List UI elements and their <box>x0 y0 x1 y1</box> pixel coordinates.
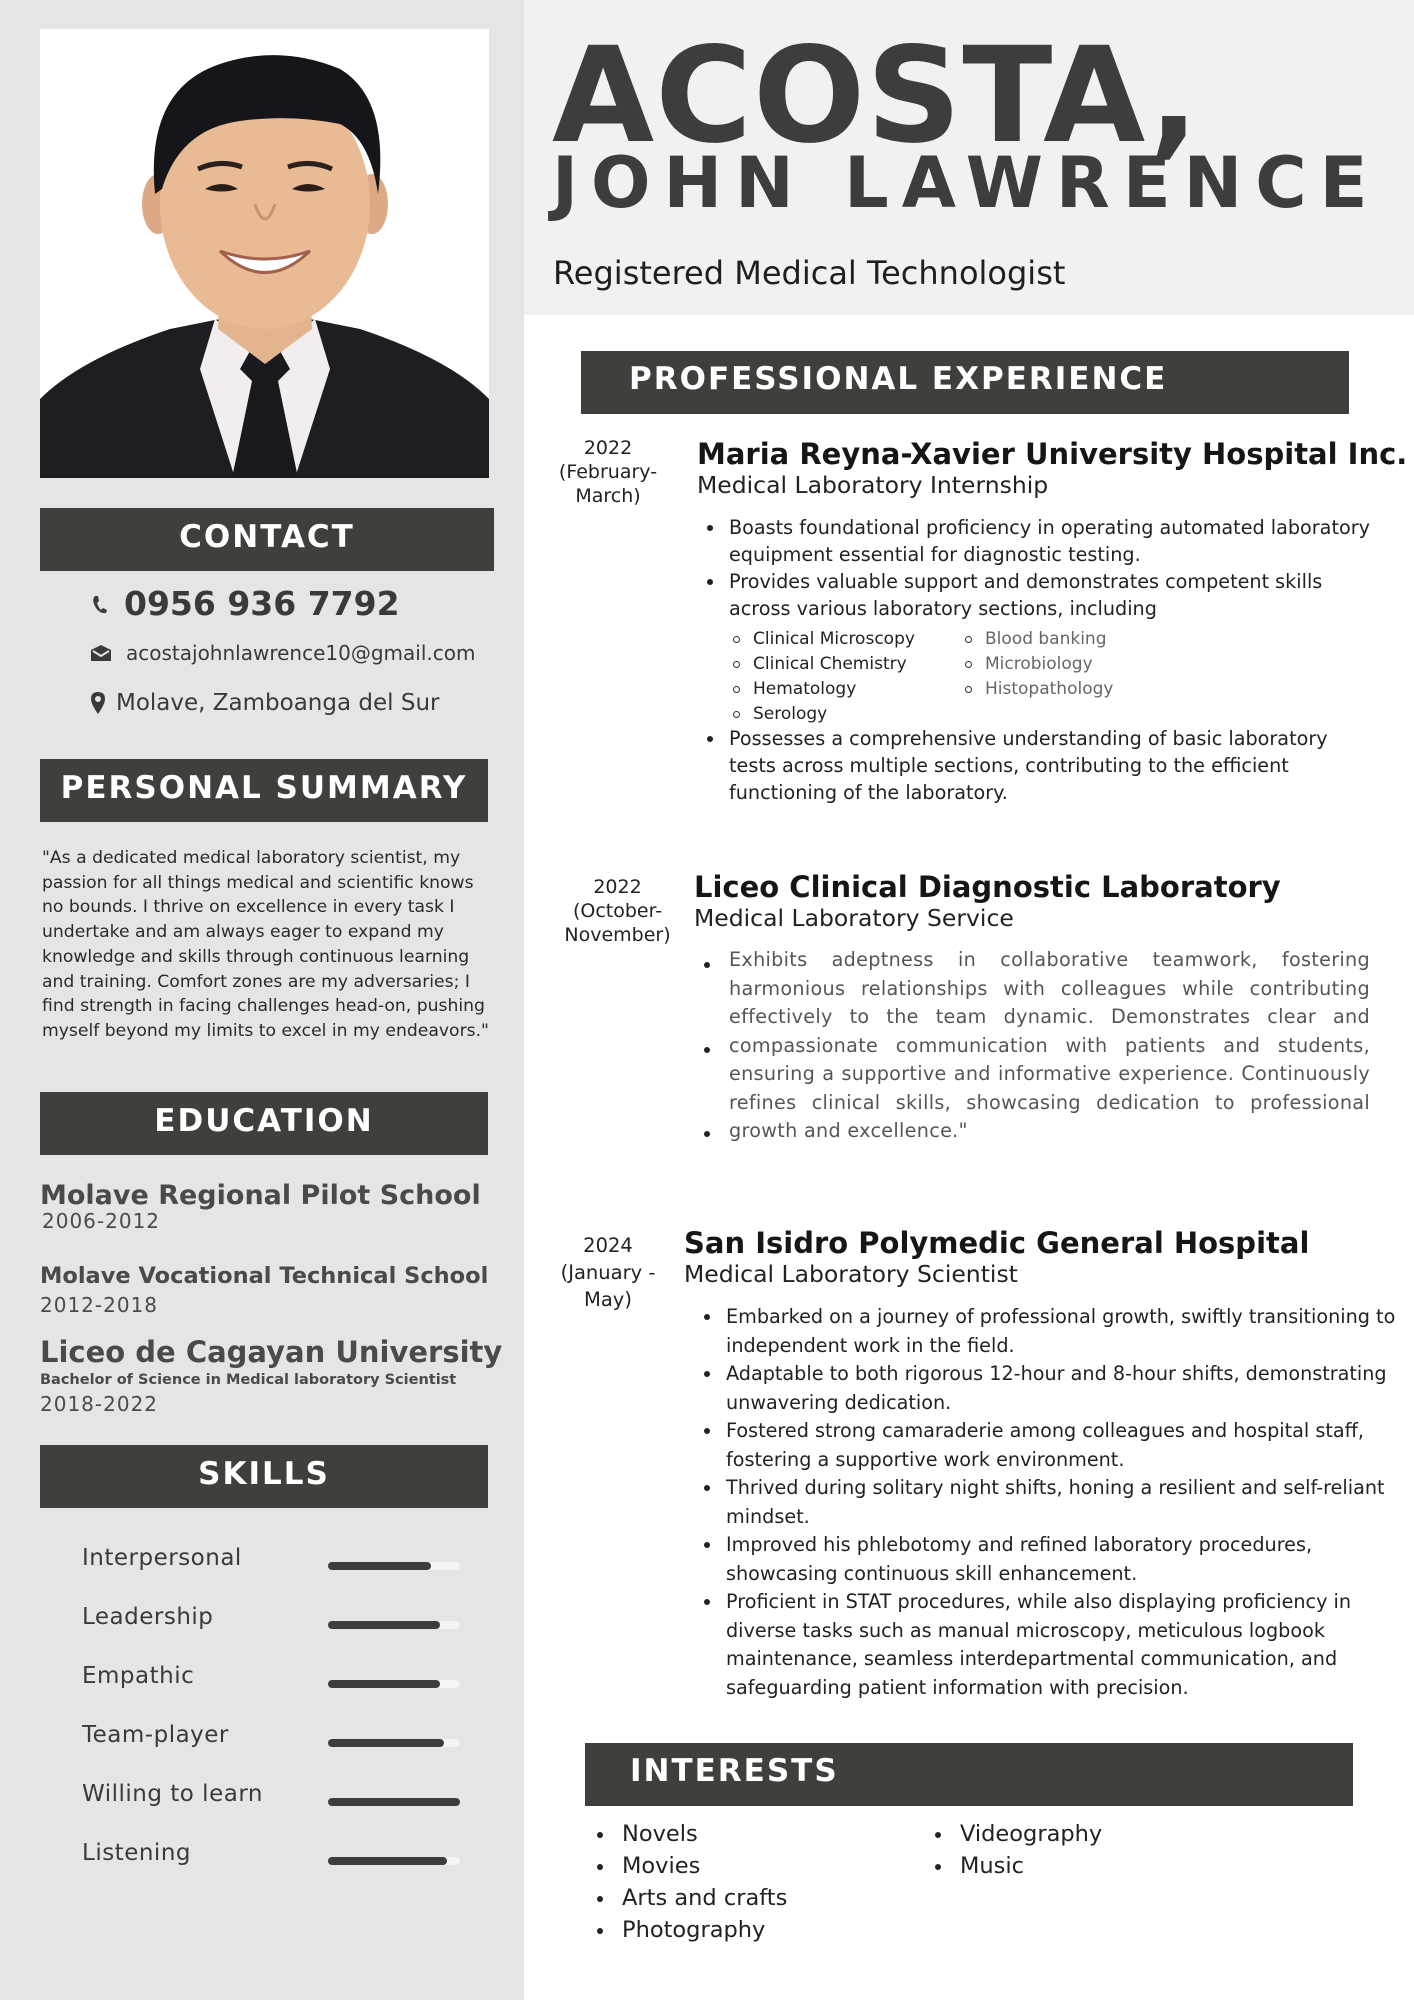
experience-heading: PROFESSIONAL EXPERIENCE <box>581 351 1349 414</box>
phone-number: 0956 936 7792 <box>124 584 400 623</box>
education-degree: Bachelor of Science in Medical laboratory Scientist <box>40 1372 457 1388</box>
experience-bullets <box>729 725 1379 806</box>
skill-name: Listening <box>82 1840 191 1866</box>
education-school: Liceo de Cagayan University <box>40 1335 503 1369</box>
experience-bullet-markers <box>702 945 722 1145</box>
lab-section-item: Clinical Microscopy <box>753 627 915 652</box>
skill-level-fill <box>328 1798 460 1806</box>
experience-bullet: Boasts foundational proficiency in operating automated laboratory equipment essential for diagnostic testing. <box>729 516 1370 566</box>
bullet-dot <box>704 962 710 968</box>
bullet-dot <box>704 1131 710 1137</box>
phone-icon <box>90 592 108 616</box>
email-address: acostajohnlawrence10@gmail.com <box>126 641 476 665</box>
experience-bullets <box>729 514 1371 622</box>
skill-level-fill <box>328 1857 447 1865</box>
lab-section-item: Serology <box>753 702 915 727</box>
lab-section-item: Blood banking <box>985 627 1113 652</box>
lab-sections-left <box>753 627 915 727</box>
profile-photo <box>40 29 489 478</box>
experience-role: Medical Laboratory Internship <box>697 471 1049 499</box>
skill-name: Interpersonal <box>82 1545 242 1571</box>
skill-level-track <box>328 1857 460 1865</box>
lab-section-item: Hematology <box>753 677 915 702</box>
interest-item: Music <box>960 1850 1102 1882</box>
skill-level-track <box>328 1680 460 1688</box>
interest-item: Movies <box>622 1850 787 1882</box>
lab-section-item: Histopathology <box>985 677 1113 702</box>
lab-sections-right <box>985 627 1113 702</box>
education-years: 2006-2012 <box>42 1209 161 1233</box>
experience-bullet: Possesses a comprehensive understanding of basic laboratory tests across multiple sections, contributing to the efficient functioning of the laboratory. <box>729 725 1379 806</box>
skill-level-track <box>328 1798 460 1806</box>
skill-name: Willing to learn <box>82 1781 263 1807</box>
contact-location <box>90 690 439 716</box>
interests-list-left <box>622 1818 787 1946</box>
education-years: 2018-2022 <box>40 1392 159 1416</box>
experience-paragraph: Exhibits adeptness in collaborative teamwork, fostering harmonious relationships with colleagues while contributing effectively to the team dynamic. Demonstrates clear and compassionate communication with patients and students, ensuring a supportive and informative experience. Continuously refines clinical skills, showcasing dedication to professional growth and excellence." <box>729 948 1370 1142</box>
first-name: JOHN LAWRENCE <box>552 142 1381 224</box>
lab-section-item: Clinical Chemistry <box>753 652 915 677</box>
experience-bullet: Fostered strong camaraderie among colleagues and hospital staff, fostering a supportive work environment. <box>726 1417 1396 1474</box>
bullet-dot <box>704 1047 710 1053</box>
experience-organization: Maria Reyna-Xavier University Hospital Inc. <box>697 437 1408 471</box>
skill-name: Empathic <box>82 1663 195 1689</box>
location-pin-icon <box>90 691 106 715</box>
interest-item: Arts and crafts <box>622 1882 787 1914</box>
interest-item: Videography <box>960 1818 1102 1850</box>
contact-phone[interactable] <box>90 584 400 623</box>
lab-section-item: Microbiology <box>985 652 1113 677</box>
interests-list-right <box>960 1818 1102 1882</box>
experience-bullet: Improved his phlebotomy and refined laboratory procedures, showcasing continuous skill enhancement. <box>726 1531 1396 1588</box>
experience-date: 2024 (January - May) <box>560 1234 656 1311</box>
interests-heading: INTERESTS <box>585 1743 1353 1806</box>
summary-heading: PERSONAL SUMMARY <box>40 759 488 822</box>
skill-level-track <box>328 1621 460 1629</box>
job-title: Registered Medical Technologist <box>553 254 1066 292</box>
skill-name: Team-player <box>82 1722 229 1748</box>
education-school: Molave Regional Pilot School <box>40 1180 481 1211</box>
education-heading: EDUCATION <box>40 1092 488 1155</box>
skill-level-track <box>328 1562 460 1570</box>
education-years: 2012-2018 <box>40 1293 159 1317</box>
summary-text: "As a dedicated medical laboratory scientist, my passion for all things medical and scientific knows no bounds. I thrive on excellence in every task I undertake and am always eager to expand my knowledge and skills through continuous learning and training. Comfort zones are my adversaries; I find strength in facing challenges head-on, pushing myself beyond my limits to excel in my endeavors." <box>42 848 489 1041</box>
experience-role: Medical Laboratory Scientist <box>684 1260 1018 1288</box>
experience-bullet: Thrived during solitary night shifts, honing a resilient and self-reliant mindset. <box>726 1474 1396 1531</box>
skills-heading: SKILLS <box>40 1445 488 1508</box>
interest-item: Novels <box>622 1818 787 1850</box>
skill-level-track <box>328 1739 460 1747</box>
portrait-image <box>40 29 489 478</box>
last-name: ACOSTA, <box>552 19 1200 173</box>
contact-heading: CONTACT <box>40 508 494 571</box>
location-text: Molave, Zamboanga del Sur <box>116 690 440 716</box>
experience-date: 2022 (October- November) <box>564 876 671 946</box>
experience-bullet: Provides valuable support and demonstrates competent skills across various laboratory sections, including <box>729 568 1371 622</box>
experience-bullet: Embarked on a journey of professional growth, swiftly transitioning to independent work in the field. <box>726 1303 1396 1360</box>
education-school: Molave Vocational Technical School <box>40 1263 489 1289</box>
experience-bullets <box>726 1303 1396 1702</box>
skill-level-fill <box>328 1621 440 1629</box>
contact-email[interactable] <box>90 641 475 665</box>
interest-item: Photography <box>622 1914 787 1946</box>
experience-organization: San Isidro Polymedic General Hospital <box>684 1226 1310 1260</box>
experience-role: Medical Laboratory Service <box>694 904 1014 932</box>
skill-level-fill <box>328 1680 440 1688</box>
experience-date: 2022 (February- March) <box>558 437 658 507</box>
skill-level-fill <box>328 1739 444 1747</box>
envelope-icon <box>90 644 112 662</box>
skill-level-fill <box>328 1562 431 1570</box>
experience-bullet: Adaptable to both rigorous 12-hour and 8-hour shifts, demonstrating unwavering dedication. <box>726 1360 1396 1417</box>
experience-organization: Liceo Clinical Diagnostic Laboratory <box>694 870 1281 904</box>
skill-name: Leadership <box>82 1604 214 1630</box>
experience-bullet: Proficient in STAT procedures, while also displaying proficiency in diverse tasks such as manual microscopy, meticulous logbook maintenance, seamless interdepartmental communication, and safeguarding patient information with precision. <box>726 1588 1396 1702</box>
